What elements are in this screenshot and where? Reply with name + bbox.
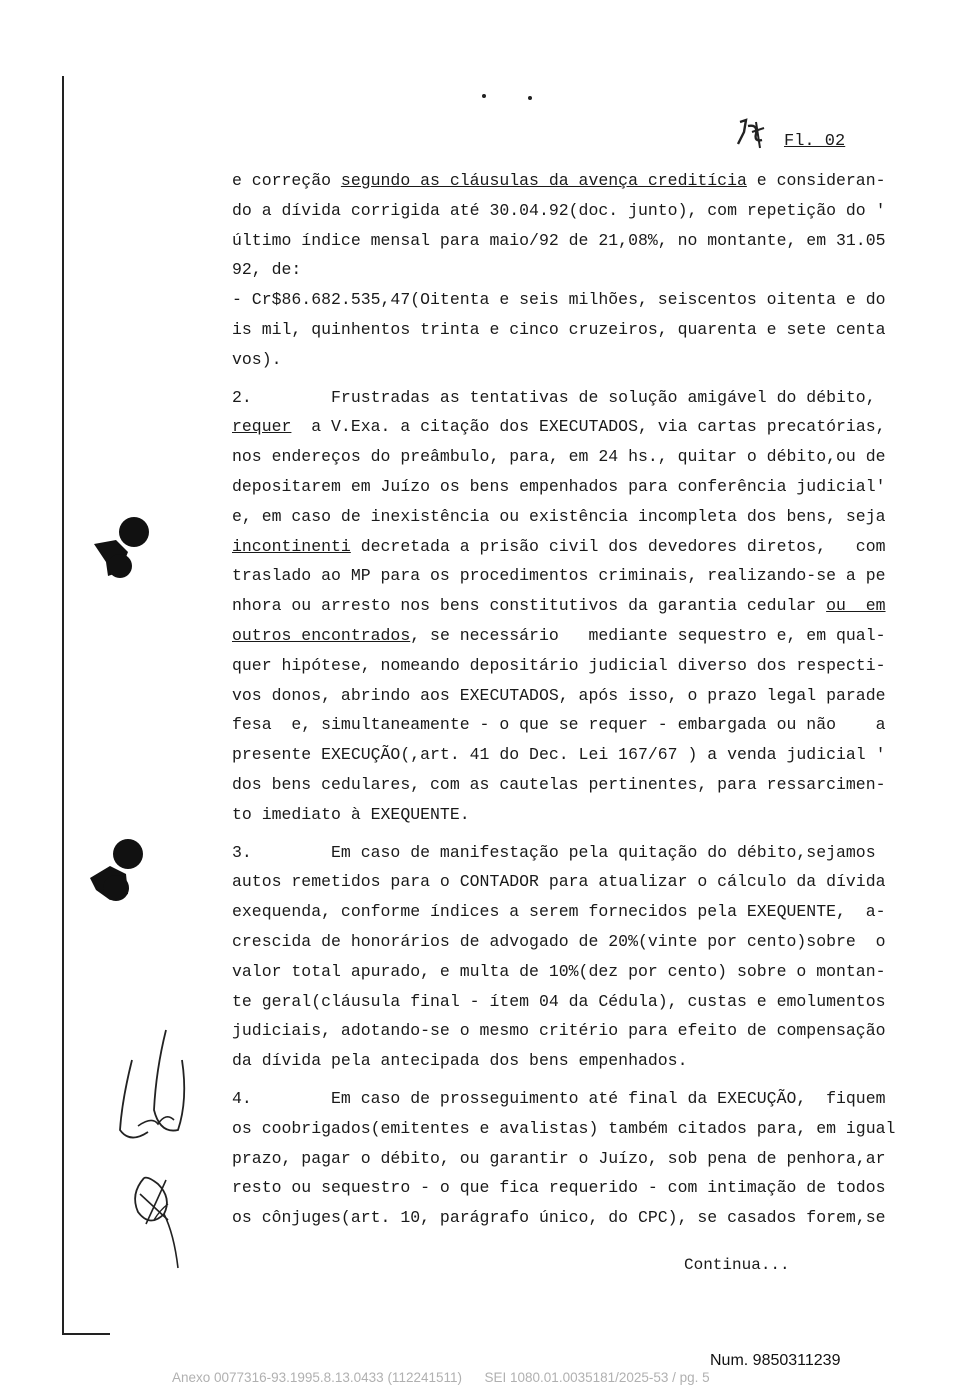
text-line: is mil, quinhentos trinta e cinco cruzeiros, quarenta e sete centa (232, 319, 886, 339)
continuation-note: Continua... (684, 1256, 790, 1274)
text-line: último índice mensal para maio/92 de 21,08%, no montante, em 31.05 (232, 230, 886, 250)
scan-speck (528, 96, 532, 100)
text-line: os cônjuges(art. 10, parágrafo único, do CPC), se casados forem,se (232, 1208, 886, 1228)
text-line: da dívida pela antecipada dos bens empenhados. (232, 1051, 688, 1071)
text-line: autos remetidos para o CONTADOR para atualizar o cálculo da dívida (232, 872, 886, 892)
text-line: traslado ao MP para os procedimentos criminais, realizando-se a pe (232, 566, 886, 586)
text-line: 4. Em caso de prosseguimento até final da EXECUÇÃO, fiquem (232, 1088, 886, 1108)
scan-speck (482, 94, 486, 98)
text-line: judiciais, adotando-se o mesmo critério para efeito de compensação (232, 1021, 886, 1041)
text-line: requer a V.Exa. a citação dos EXECUTADOS, via cartas precatórias, (232, 417, 886, 437)
signature-icon (108, 1020, 192, 1150)
text-line: dos bens cedulares, com as cautelas pertinentes, para ressarcimen- (232, 774, 886, 794)
text-line: nos endereços do preâmbulo, para, em 24 hs., quitar o débito,ou de (232, 447, 886, 467)
underlined-phrase: segundo as cláusulas da avença creditícia (340, 171, 747, 190)
text-line: quer hipótese, nomeando depositário judicial diverso dos respecti- (232, 655, 886, 675)
text-line: os coobrigados(emitentes e avalistas) também citados para, em igual (232, 1118, 896, 1138)
underlined-phrase: ou em (826, 596, 886, 616)
text-line: vos). (232, 349, 282, 369)
text-line: te geral(cláusula final - ítem 04 da Cédula), custas e emolumentos (232, 991, 886, 1011)
text-line: do a dívida corrigida até 30.04.92(doc. junto), com repetição do ' (232, 200, 886, 220)
text-line: resto ou sequestro - o que fica requerido - com intimação de todos (232, 1178, 886, 1198)
text-line: valor total apurado, e multa de 10%(dez por cento) sobre o montan- (232, 961, 886, 981)
text-line: e correção segundo as cláusulas da avença creditícia e consideran- (232, 171, 886, 190)
text-line: 2. Frustradas as tentativas de solução amigável do débito, (232, 387, 876, 407)
page-margin-corner (62, 1333, 110, 1335)
text-line: 92, de: (232, 260, 302, 280)
punch-hole-icon (88, 838, 152, 904)
text-line: - Cr$86.682.535,47(Oitenta e seis milhões, seiscentos oitenta e do (232, 290, 886, 310)
text-line: exequenda, conforme índices a serem fornecidos pela EXEQUENTE, a- (232, 902, 886, 922)
underlined-phrase: requer (232, 417, 292, 437)
text-line: nhora ou arresto nos bens constitutivos da garantia cedular ou em (232, 596, 886, 616)
text-line: prazo, pagar o débito, ou garantir o Juízo, sob pena de penhora,ar (232, 1148, 886, 1168)
text-line: vos donos, abrindo aos EXECUTADOS, após isso, o prazo legal parade (232, 685, 886, 705)
document-number: Num. 9850311239 (710, 1352, 841, 1369)
text-line: to imediato à EXEQUENTE. (232, 804, 470, 824)
text-line: incontinenti decretada a prisão civil dos devedores diretos, com (232, 536, 886, 556)
text-line: depositarem em Juízo os bens empenhados para conferência judicial' (232, 476, 886, 496)
punch-hole-icon (90, 514, 154, 580)
signature-icon (124, 1164, 190, 1272)
text-line: presente EXECUÇÃO(,art. 41 do Dec. Lei 167/67 ) a venda judicial ' (232, 745, 886, 765)
text-line: fesa e, simultaneamente - o que se requer - embargada ou não a (232, 715, 886, 735)
handwritten-initials-icon (734, 118, 774, 154)
text-line: outros encontrados, se necessário mediante sequestro e, em qual- (232, 625, 886, 645)
underlined-phrase: incontinenti (232, 536, 351, 556)
text-line: crescida de honorários de advogado de 20%(vinte por cento)sobre o (232, 931, 886, 951)
annex-reference: Anexo 0077316-93.1995.8.13.0433 (112241511) SEI 1080.01.0035181/2025-53 / pg. 5 (172, 1370, 710, 1385)
text-line: e, em caso de inexistência ou existência incompleta dos bens, seja (232, 506, 886, 526)
text-line: 3. Em caso de manifestação pela quitação do débito,sejamos (232, 842, 876, 862)
document-body (232, 166, 922, 1233)
page-folio: Fl. 02 (784, 132, 846, 151)
underlined-phrase: outros encontrados (232, 625, 411, 645)
page-margin-line (62, 76, 64, 1334)
